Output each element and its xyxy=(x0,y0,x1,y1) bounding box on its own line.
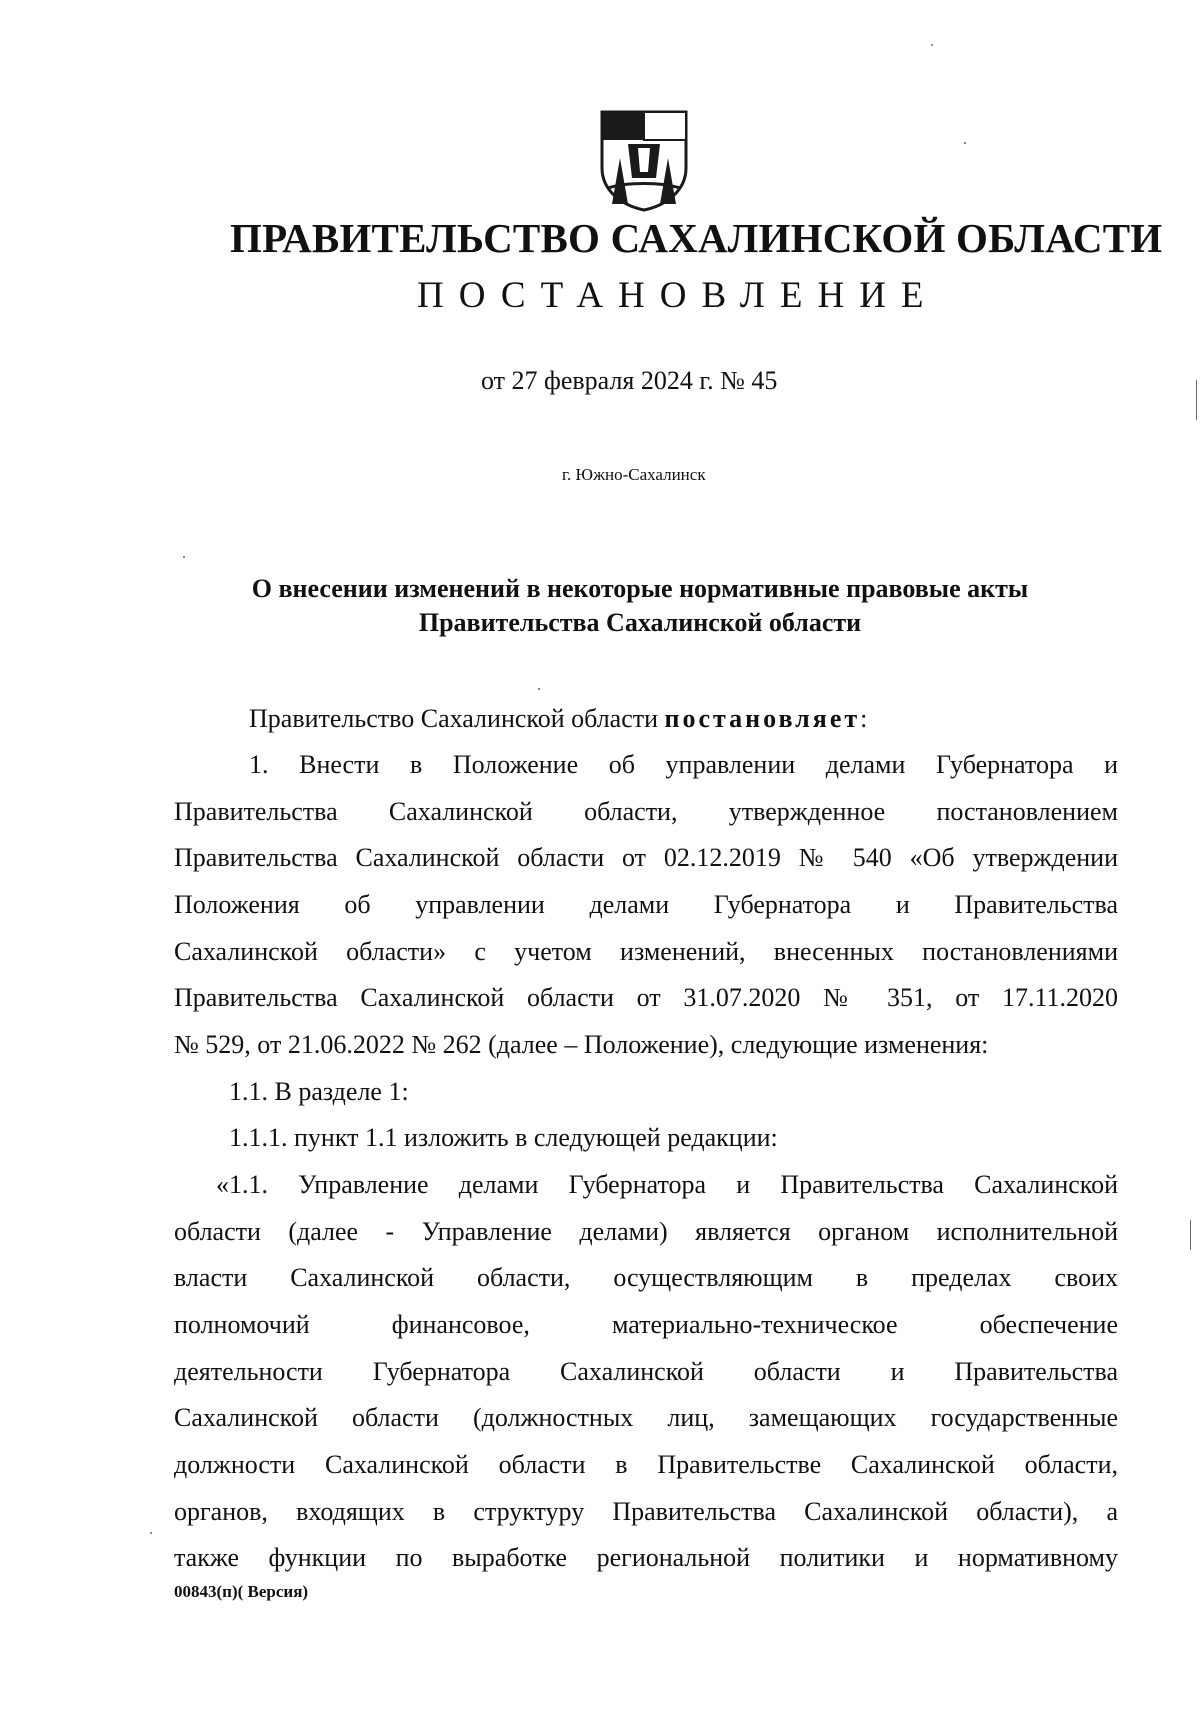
coat-of-arms-icon xyxy=(598,108,690,212)
quoted-line: полномочий финансовое, материально-техническое обеспечение xyxy=(174,1310,1118,1339)
scan-speck xyxy=(964,142,966,144)
quoted-line: также функции по выработке региональной политики и нормативному xyxy=(174,1543,1118,1572)
clause-heading: 1.1. В разделе 1: xyxy=(229,1077,409,1106)
scan-edge xyxy=(1196,380,1197,420)
quoted-line: Сахалинской области (должностных лиц, замещающих государственные xyxy=(174,1403,1118,1432)
scan-speck xyxy=(150,1532,152,1534)
document-type: ПОСТАНОВЛЕНИЕ xyxy=(417,275,939,316)
document-place: г. Южно-Сахалинск xyxy=(562,465,706,484)
preamble-verb: постановляет xyxy=(664,704,861,733)
scan-speck xyxy=(931,44,933,46)
organization-title: ПРАВИТЕЛЬСТВО САХАЛИНСКОЙ ОБЛАСТИ xyxy=(230,215,1163,261)
quoted-line: деятельности Губернатора Сахалинской области и Правительства xyxy=(174,1357,1118,1386)
scan-speck xyxy=(538,688,540,690)
paragraph-line: Сахалинской области» с учетом изменений, внесенных постановлениями xyxy=(174,937,1118,966)
preamble-text: Правительство Сахалинской области xyxy=(249,704,665,733)
document-date-number: от 27 февраля 2024 г. № 45 xyxy=(481,366,778,395)
quoted-line: должности Сахалинской области в Правительстве Сахалинской области, xyxy=(174,1450,1118,1479)
quoted-line: органов, входящих в структуру Правительства Сахалинской области), а xyxy=(174,1497,1118,1526)
preamble-colon: : xyxy=(860,704,868,733)
quoted-line: области (далее - Управление делами) является органом исполнительной xyxy=(174,1217,1118,1246)
paragraph-line: № 529, от 21.06.2022 № 262 (далее – Положение), следующие изменения: xyxy=(174,1030,989,1059)
quoted-line: власти Сахалинской области, осуществляющим в пределах своих xyxy=(174,1263,1118,1292)
footer-code: 00843(п)( Версия) xyxy=(174,1582,309,1601)
scan-speck xyxy=(183,556,185,558)
paragraph-line: Правительства Сахалинской области, утвержденное постановлением xyxy=(174,797,1118,826)
paragraph-line: Положения об управлении делами Губернатора и Правительства xyxy=(174,890,1118,919)
paragraph-line: Правительства Сахалинской области от 02.12.2019 № 540 «Об утверждении xyxy=(174,843,1118,872)
scan-edge xyxy=(1190,1220,1191,1250)
paragraph-line: Правительства Сахалинской области от 31.07.2020 № 351, от 17.11.2020 xyxy=(174,983,1118,1012)
document-subject xyxy=(170,572,1110,640)
clause-heading: 1.1.1. пункт 1.1 изложить в следующей редакции: xyxy=(229,1123,778,1152)
preamble xyxy=(249,704,867,734)
quoted-line: «1.1. Управление делами Губернатора и Правительства Сахалинской xyxy=(216,1170,1118,1199)
subject-line: Правительства Сахалинской области xyxy=(418,608,862,637)
subject-line: О внесении изменений в некоторые нормативные правовые акты xyxy=(251,574,1029,603)
paragraph-line: 1. Внести в Положение об управлении делами Губернатора и xyxy=(249,750,1118,779)
